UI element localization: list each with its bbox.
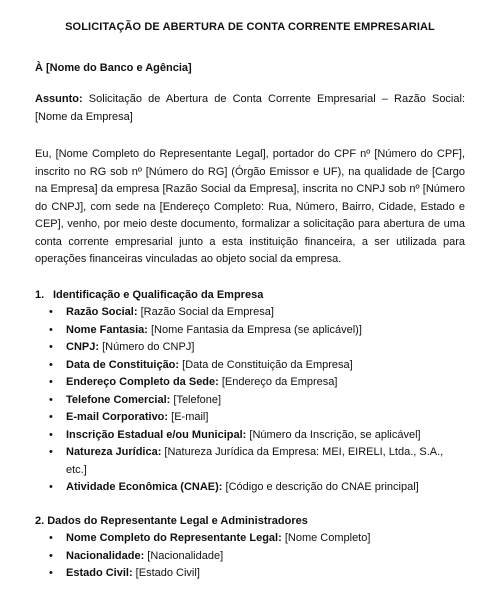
item-label: Razão Social: (66, 306, 138, 318)
item-label: Natureza Jurídica: (66, 446, 162, 458)
item-value: [Razão Social da Empresa] (137, 306, 274, 318)
bullet-icon: • (49, 428, 53, 441)
list-item-nome-representante (49, 530, 465, 548)
list-item-nacionalidade (49, 548, 465, 566)
bullet-icon: • (49, 306, 53, 318)
section-1-number: 1. (35, 288, 45, 301)
item-label: Nacionalidade: (66, 549, 145, 562)
list-item-inscricao (49, 427, 465, 445)
list-item-telefone (49, 392, 465, 410)
company-details-list (35, 304, 465, 497)
item-value: [Estado Civil] (132, 567, 200, 579)
item-label: CNPJ: (66, 341, 100, 353)
representative-details-list (35, 530, 465, 583)
subject-paragraph (35, 77, 465, 126)
bullet-icon: • (49, 393, 53, 406)
document-title: SOLICITAÇÃO DE ABERTURA DE CONTA CORRENTE EMPRESARIAL (65, 21, 435, 33)
bullet-icon: • (49, 358, 53, 371)
item-label: Inscrição Estadual e/ou Municipal: (66, 428, 247, 441)
item-value: [Número da Inscrição, se aplicável] (246, 428, 421, 441)
list-item-cnae (49, 479, 465, 497)
bullet-icon: • (49, 481, 53, 493)
addressee-line: À [Nome do Banco e Agência] (35, 61, 192, 74)
item-value: [Nacionalidade] (144, 549, 224, 562)
item-label: Nome Fantasia: (66, 323, 148, 336)
item-label: Estado Civil: (66, 567, 133, 579)
item-value: [Nome Completo] (281, 532, 371, 544)
list-item-endereco-sede (49, 374, 465, 392)
bullet-icon: • (49, 376, 53, 388)
bullet-icon: • (49, 341, 53, 353)
item-value: [Nome Fantasia da Empresa (se aplicável)] (147, 323, 362, 336)
item-value: [Código e descrição do CNAE principal] (222, 481, 419, 493)
list-item-cnpj (49, 339, 465, 357)
list-item-razao-social (49, 304, 465, 322)
list-item-natureza-juridica (49, 444, 465, 479)
request-body-paragraph: Eu, [Nome Completo do Representante Legal], portador do CPF nº [Número do CPF], inscrito no RG sob nº [Número do RG] (Órgão Emissor e UF), na qualidade de [Cargo na Empresa] da empresa [Razão Social da Empresa], inscrita no CNPJ sob nº [Número do CNPJ], com sede na [Endereço Completo: Rua, Número, Bairro, Cidade, Estado e CEP], venho, por meio deste documento, formalizar a solicitação para abertura de uma conta corrente empresarial junto a esta instituição financeira, a ser utilizada para operações financeiras vinculadas ao objeto social da empresa. (35, 148, 465, 265)
item-label: Data de Constituição: (66, 358, 180, 371)
bullet-icon: • (49, 549, 53, 562)
item-label: Atividade Econômica (CNAE): (66, 481, 223, 493)
item-label: Nome Completo do Representante Legal: (66, 532, 282, 544)
item-value: [Data de Constituição da Empresa] (179, 358, 353, 371)
item-value: [Natureza Jurídica da Empresa: MEI, EIRELI, Ltda., S.A., etc.] (66, 446, 444, 476)
bullet-icon: • (49, 567, 53, 579)
subject-label: Assunto: (35, 93, 83, 105)
subject-text: Solicitação de Abertura de Conta Corrente Empresarial – Razão Social: [Nome da Empresa] (35, 93, 465, 123)
bullet-icon: • (49, 446, 53, 458)
item-value: [Endereço da Empresa] (218, 376, 338, 388)
item-label: Endereço Completo da Sede: (66, 376, 219, 388)
list-item-email (49, 409, 465, 427)
item-value: [E-mail] (168, 411, 209, 423)
bullet-icon: • (49, 411, 53, 423)
item-value: [Número do CNPJ] (99, 341, 195, 353)
list-item-nome-fantasia (49, 322, 465, 340)
item-label: Telefone Comercial: (66, 393, 171, 406)
bullet-icon: • (49, 532, 53, 544)
list-item-data-constituicao (49, 357, 465, 375)
item-value: [Telefone] (170, 393, 222, 406)
section-2-heading: 2. Dados do Representante Legal e Administradores (35, 514, 308, 527)
section-1-heading (35, 269, 465, 305)
bullet-icon: • (49, 323, 53, 336)
list-item-estado-civil (49, 565, 465, 583)
item-label: E-mail Corporativo: (66, 411, 169, 423)
section-1-title: Identificação e Qualificação da Empresa (53, 288, 264, 301)
